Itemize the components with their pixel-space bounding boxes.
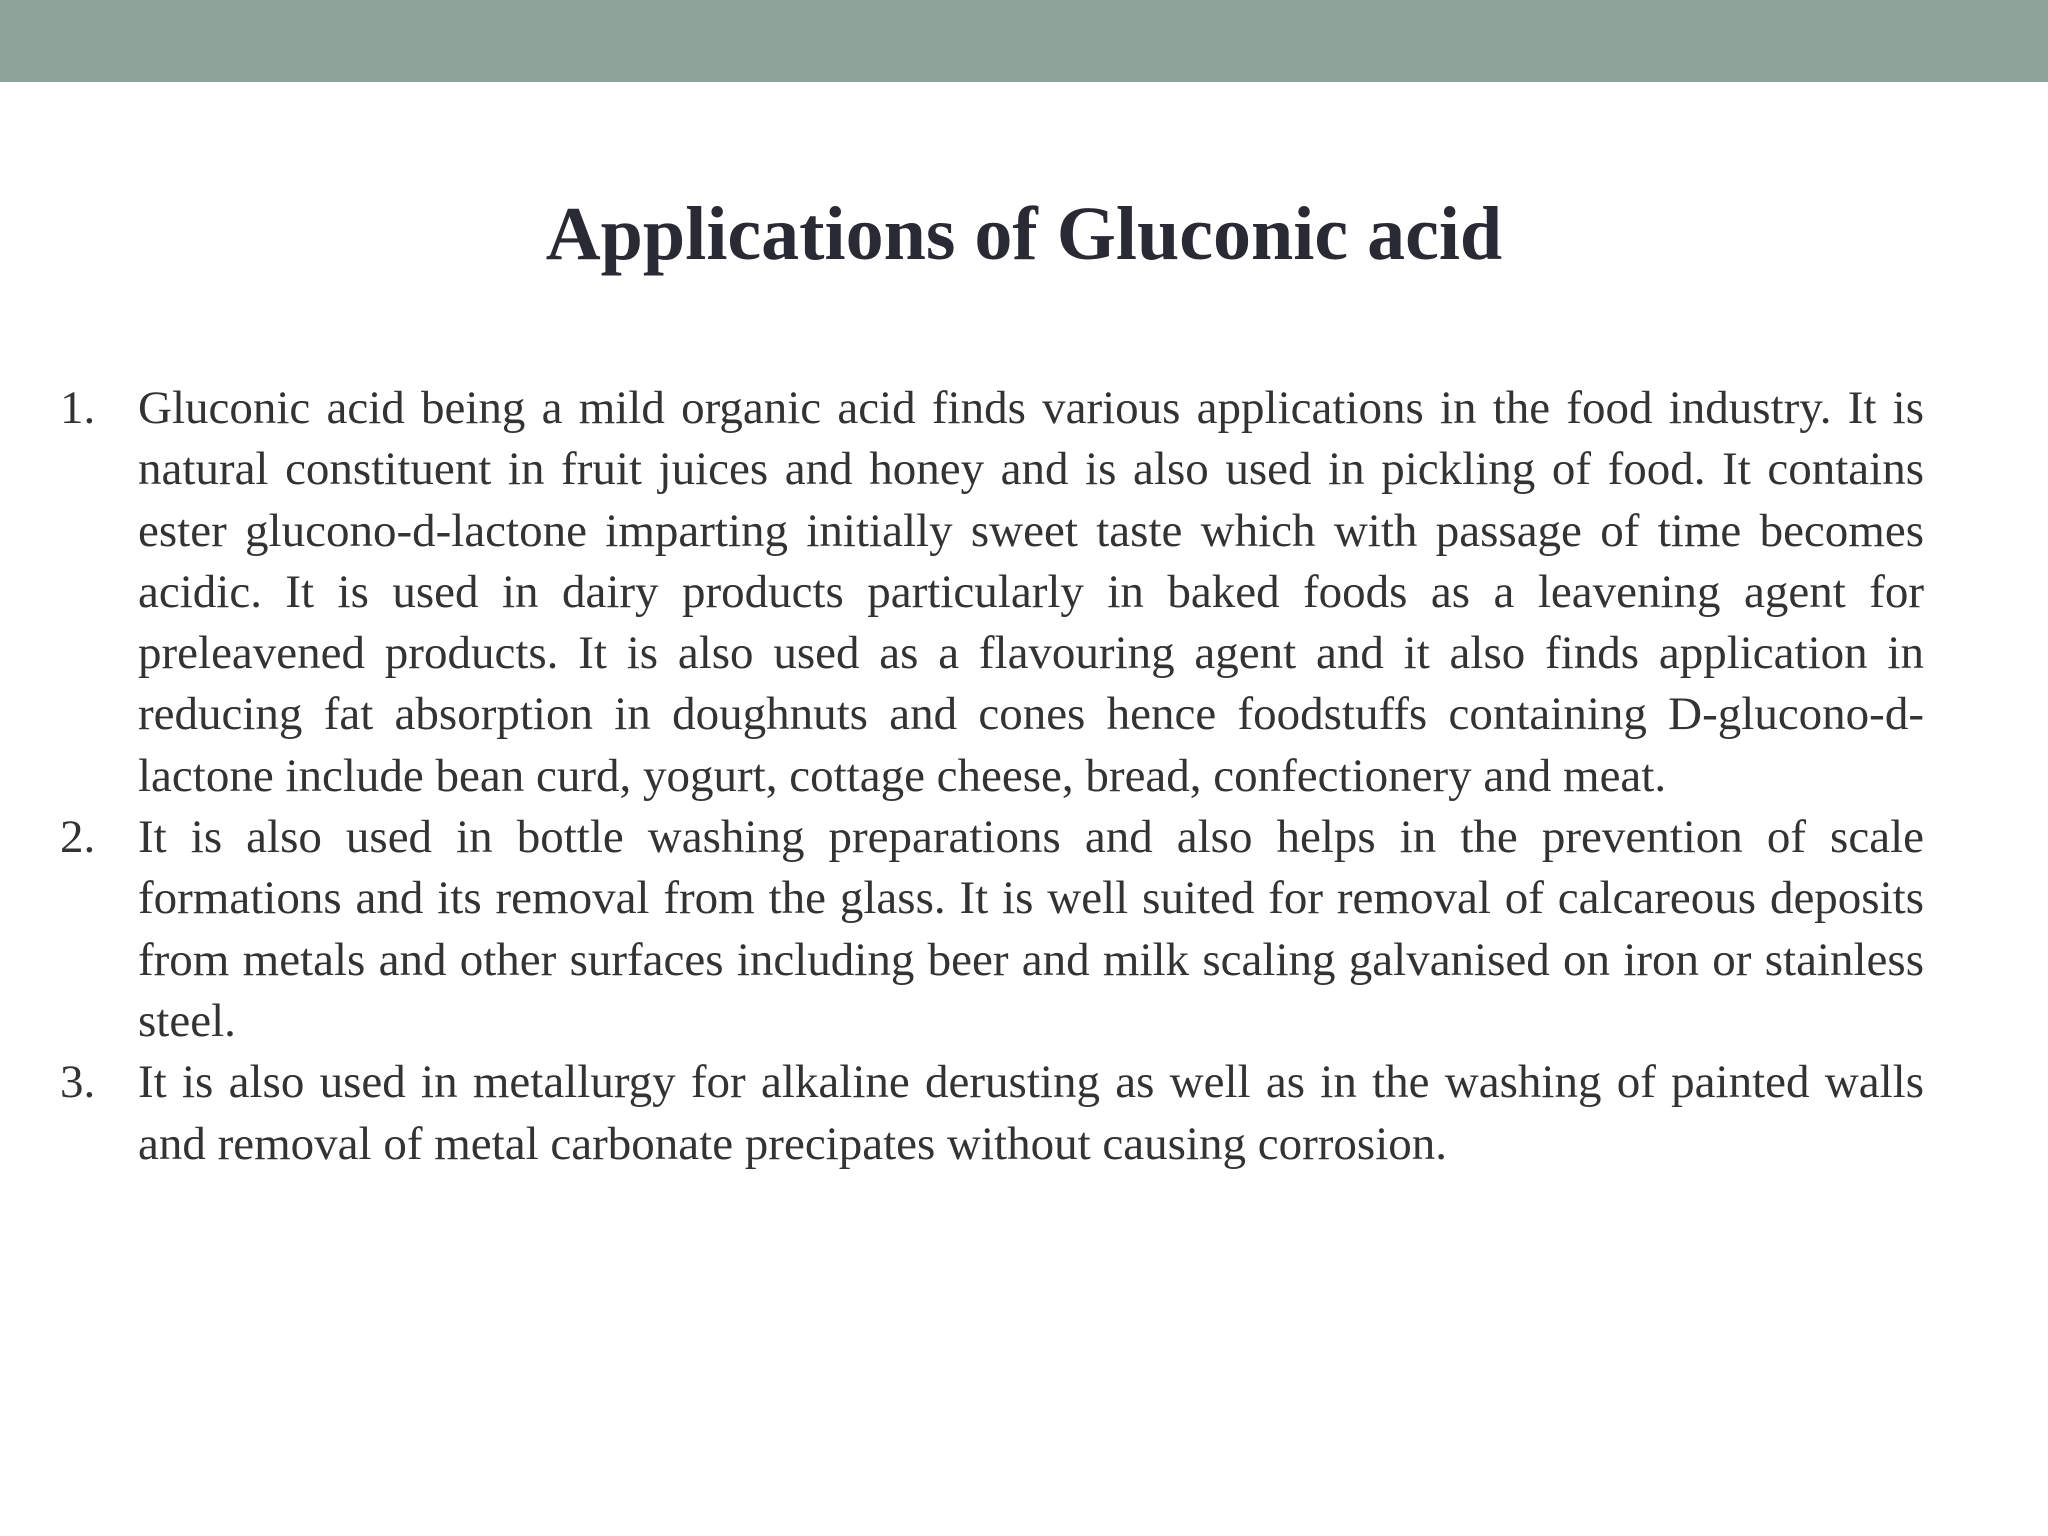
list-item-text: It is also used in bottle washing preparations and also helps in the prevention of scale formations and its removal from the glass. It is well suited for removal of calcareous deposits from metals and other surfaces including beer and milk scaling galvanised on iron or stainless steel. <box>138 811 1924 1047</box>
list-item <box>60 807 1924 1052</box>
list-item-number: 2. <box>60 811 96 864</box>
list-item-number: 3. <box>60 1056 96 1109</box>
slide-title: Applications of Gluconic acid <box>545 192 1503 276</box>
top-accent-bar <box>0 0 2048 82</box>
list-item-text: It is also used in metallurgy for alkaline derusting as well as in the washing of painted walls and removal of metal carbonate precipates without causing corrosion. <box>138 1056 1924 1170</box>
list-item <box>60 378 1924 807</box>
list-item-text: Gluconic acid being a mild organic acid finds various applications in the food industry. It is natural constituent in fruit juices and honey and is also used in pickling of food. It contains ester glucono-d-lactone imparting initially sweet taste which with passage of time becomes acidic. It is used in dairy products particularly in baked foods as a leavening agent for preleavened products. It is also used as a flavouring agent and it also finds application in reducing fat absorption in doughnuts and cones hence foodstuffs containing D-glucono-d-lactone include bean curd, yogurt, cottage cheese, bread, confectionery and meat. <box>138 382 1924 802</box>
applications-list <box>60 378 1924 1175</box>
list-item-number: 1. <box>60 382 96 434</box>
list-item <box>60 1052 1924 1175</box>
